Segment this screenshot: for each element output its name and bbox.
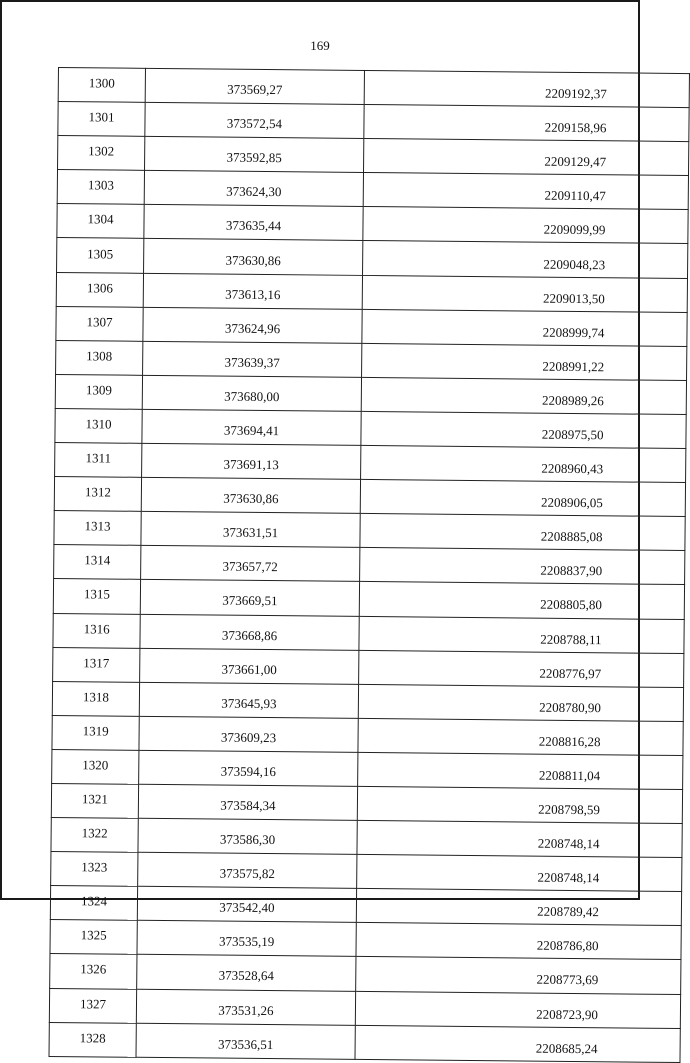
y-coordinate-cell: 2208999,74 (362, 309, 687, 346)
x-coordinate-cell: 373609,23 (139, 716, 358, 752)
y-coordinate-cell: 2208975,50 (361, 411, 686, 448)
point-number-cell: 1321 (51, 783, 138, 818)
point-number-cell: 1310 (55, 408, 142, 443)
y-coordinate-cell: 2208811,04 (358, 752, 683, 789)
x-coordinate-cell: 373613,16 (143, 273, 362, 309)
point-number-cell: 1300 (58, 68, 145, 103)
y-coordinate-cell: 2209013,50 (362, 275, 687, 312)
y-coordinate-cell: 2208837,90 (360, 548, 685, 585)
x-coordinate-cell: 373536,51 (136, 1023, 355, 1059)
y-coordinate-cell: 2209129,47 (363, 139, 688, 176)
y-coordinate-cell: 2208805,80 (359, 582, 684, 619)
y-coordinate-cell: 2209110,47 (363, 173, 688, 210)
point-number-cell: 1325 (50, 920, 137, 955)
x-coordinate-cell: 373635,44 (144, 205, 363, 241)
point-number-cell: 1309 (55, 374, 142, 409)
point-number-cell: 1301 (58, 102, 145, 137)
point-number-cell: 1306 (56, 272, 143, 307)
x-coordinate-cell: 373624,30 (144, 171, 363, 207)
point-number-cell: 1307 (56, 306, 143, 341)
x-coordinate-cell: 373575,82 (138, 852, 357, 888)
point-number-cell: 1318 (52, 681, 139, 716)
point-number-cell: 1314 (54, 545, 141, 580)
point-number-cell: 1313 (54, 511, 141, 546)
x-coordinate-cell: 373542,40 (137, 887, 356, 923)
page-border-top (0, 0, 640, 2)
x-coordinate-cell: 373528,64 (137, 955, 356, 991)
y-coordinate-cell: 2209099,99 (363, 207, 688, 244)
y-coordinate-cell: 2208885,08 (360, 514, 685, 551)
y-coordinate-cell: 2208773,69 (356, 957, 681, 994)
x-coordinate-cell: 373594,16 (139, 750, 358, 786)
point-number-cell: 1319 (52, 715, 139, 750)
point-number-cell: 1324 (50, 886, 137, 921)
y-coordinate-cell: 2208780,90 (358, 684, 683, 721)
x-coordinate-cell: 373569,27 (145, 68, 364, 104)
y-coordinate-cell: 2208748,14 (357, 820, 682, 857)
y-coordinate-cell: 2209048,23 (363, 241, 688, 278)
x-coordinate-cell: 373584,34 (138, 784, 357, 820)
point-number-cell: 1322 (51, 818, 138, 853)
x-coordinate-cell: 373630,86 (144, 239, 363, 275)
point-number-cell: 1305 (57, 238, 144, 273)
x-coordinate-cell: 373645,93 (139, 682, 358, 718)
x-coordinate-cell: 373680,00 (142, 375, 361, 411)
x-coordinate-cell: 373572,54 (145, 102, 364, 138)
point-number-cell: 1312 (54, 477, 141, 512)
y-coordinate-cell: 2208960,43 (361, 445, 686, 482)
page-number: 169 (310, 38, 330, 53)
y-coordinate-cell: 2208685,24 (355, 1025, 680, 1062)
y-coordinate-cell: 2209158,96 (364, 105, 689, 142)
x-coordinate-cell: 373535,19 (137, 921, 356, 957)
point-number-cell: 1327 (49, 988, 136, 1023)
table-row (49, 1022, 680, 1062)
point-number-cell: 1315 (53, 579, 140, 614)
x-coordinate-cell: 373691,13 (142, 443, 361, 479)
y-coordinate-cell: 2208776,97 (359, 650, 684, 687)
point-number-cell: 1302 (58, 136, 145, 171)
y-coordinate-cell: 2208789,42 (356, 889, 681, 926)
x-coordinate-cell: 373694,41 (142, 409, 361, 445)
point-number-cell: 1316 (53, 613, 140, 648)
x-coordinate-cell: 373531,26 (136, 989, 355, 1025)
page-border-left (0, 0, 2, 900)
point-number-cell: 1304 (57, 204, 144, 239)
x-coordinate-cell: 373668,86 (140, 614, 359, 650)
y-coordinate-cell: 2209192,37 (364, 70, 689, 107)
x-coordinate-cell: 373586,30 (138, 818, 357, 854)
y-coordinate-cell: 2208989,26 (361, 377, 686, 414)
x-coordinate-cell: 373639,37 (143, 341, 362, 377)
y-coordinate-cell: 2208786,80 (356, 923, 681, 960)
x-coordinate-cell: 373657,72 (141, 546, 360, 582)
y-coordinate-cell: 2208816,28 (358, 718, 683, 755)
y-coordinate-cell: 2208788,11 (359, 616, 684, 653)
y-coordinate-cell: 2208798,59 (357, 786, 682, 823)
y-coordinate-cell: 2208748,14 (357, 855, 682, 892)
x-coordinate-cell: 373661,00 (140, 648, 359, 684)
point-number-cell: 1303 (57, 170, 144, 205)
coordinates-table-body (49, 68, 689, 1063)
y-coordinate-cell: 2208723,90 (355, 991, 680, 1028)
x-coordinate-cell: 373624,96 (143, 307, 362, 343)
x-coordinate-cell: 373592,85 (145, 137, 364, 173)
point-number-cell: 1308 (56, 340, 143, 375)
point-number-cell: 1317 (53, 647, 140, 682)
x-coordinate-cell: 373669,51 (140, 580, 359, 616)
coordinates-table (48, 67, 689, 1063)
y-coordinate-cell: 2208906,05 (360, 480, 685, 517)
point-number-cell: 1326 (50, 954, 137, 989)
point-number-cell: 1323 (51, 852, 138, 887)
point-number-cell: 1320 (52, 749, 139, 784)
y-coordinate-cell: 2208991,22 (362, 343, 687, 380)
x-coordinate-cell: 373630,86 (141, 477, 360, 513)
coordinates-table-container (48, 67, 607, 1062)
x-coordinate-cell: 373631,51 (141, 512, 360, 548)
point-number-cell: 1328 (49, 1022, 136, 1057)
point-number-cell: 1311 (55, 443, 142, 478)
